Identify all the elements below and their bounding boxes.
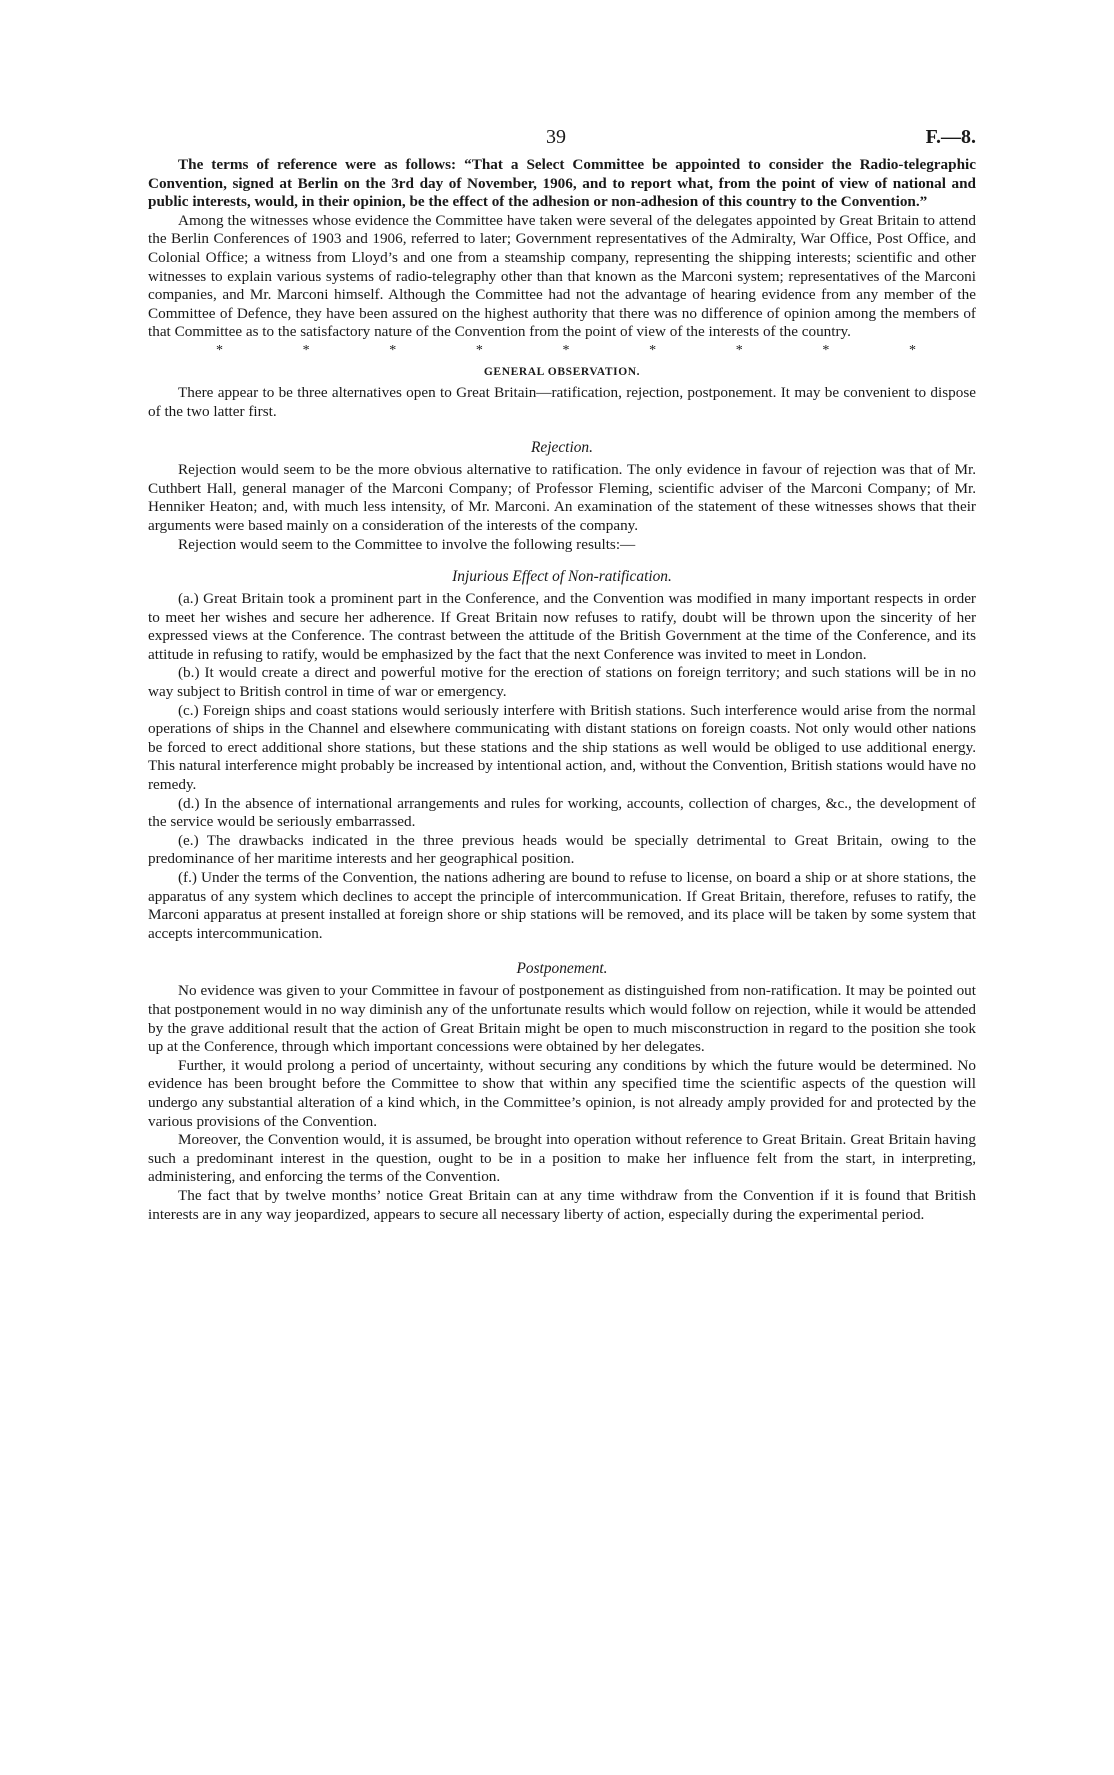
page-header <box>148 122 976 156</box>
witnesses-paragraph: Among the witnesses whose evidence the Committee have taken were several of the delegates appointed by Great Britain to attend the Berlin Conferences of 1903 and 1906, referred to later; Government representatives of the Admiralty, War Office, Post Office, and Colonial Office; a witness from Lloyd’s and one from a steamship company, representing the shipping interests; scientific and other witnesses to explain various systems of radio-telegraphy other than that known as the Marconi system; representatives of the Marconi companies, and Mr. Marconi himself. Although the Committee had not the advantage of hearing evidence from any member of the Committee of Defence, they have been assured on the highest authority that there was no difference of opinion among the members of that Committee as to the satisfactory nature of the Convention from the point of view of the interests of the country. <box>148 211 976 341</box>
asterisk: * <box>649 342 657 358</box>
rejection-heading: Rejection. <box>531 439 593 457</box>
postponement-paragraph: The fact that by twelve months’ notice Great Britain can at any time withdraw from the Convention if it is found that British interests are in any way jeopardized, appears to secure all necessary liberty of action, especially during the experimental period. <box>148 1186 976 1223</box>
asterisk-separator <box>148 343 976 359</box>
asterisk: * <box>735 342 743 358</box>
injurious-effect-heading: Injurious Effect of Non-ratification. <box>452 568 672 586</box>
asterisk: * <box>822 342 830 358</box>
asterisk: * <box>909 342 916 358</box>
rejection-paragraph: Rejection would seem to be the more obvious alternative to ratification. The only evidence in favour of rejection was that of Mr. Cuthbert Hall, general manager of the Marconi Company; of Professor Fleming, scientific adviser of the Marconi Company; of Mr. Henniker Heaton; and, with much less intensity, of Mr. Marconi. An examination of the statement of these witnesses shows that their arguments were based mainly on a consideration of the interests of the company. <box>148 461 976 534</box>
document-reference: F.—8. <box>925 126 976 148</box>
terms-of-reference-paragraph: The terms of reference were as follows: “That a Select Committee be appointed to consider the Radio-telegraphic Convention, signed at Berlin on the 3rd day of November, 1906, and to report what, from the point of view of national and public interests, would, in their opinion, be the effect of the adhesion or non-adhesion of this country to the Convention.” <box>148 156 976 211</box>
asterisk: * <box>216 342 223 358</box>
postponement-paragraph: Further, it would prolong a period of uncertainty, without securing any conditions by which the future would be determined. No evidence has been brought before the Committee to show that within any specified time the scientific aspects of the question will undergo any substantial alteration of a kind which, in the Committee’s opinion, is not already amply provided for and protected by the various provisions of the Convention. <box>148 1056 976 1130</box>
injurious-effect-item-b: (b.) It would create a direct and powerful motive for the erection of stations on foreign territory; and such stations will be in no way subject to British control in time of war or emergency. <box>148 664 976 701</box>
postponement-heading: Postponement. <box>516 960 608 978</box>
asterisk: * <box>389 342 397 358</box>
asterisk: * <box>475 342 483 358</box>
general-observation-heading: GENERAL OBSERVATION. <box>483 365 641 378</box>
postponement-paragraph: No evidence was given to your Committee in favour of postponement as distinguished from non-ratification. It may be pointed out that postponement would in no way diminish any of the unfortunate results which would follow on rejection, while it would be attended by the grave additional result that the action of Great Britain might be open to much misconstruction in regard to the position she took up at the Conference, through which important concessions were obtained by her delegates. <box>148 982 976 1056</box>
postponement-paragraph: Moreover, the Convention would, it is assumed, be brought into operation without reference to Great Britain. Great Britain having such a predominant interest in the question, ought to be in a position to make her influence felt from the start, in interpreting, administering, and enforcing the terms of the Convention. <box>148 1131 976 1186</box>
asterisk: * <box>302 342 310 358</box>
asterisk: * <box>562 342 570 358</box>
injurious-effect-item-f: (f.) Under the terms of the Convention, the nations adhering are bound to refuse to license, on board a ship or at shore stations, the apparatus of any system which declines to accept the principle of intercommunication. If Great Britain, therefore, refuses to ratify, the Marconi apparatus at present installed at foreign shore or ship stations will be removed, and its place will be taken by some system that accepts intercommunication. <box>148 869 976 942</box>
general-observation-paragraph: There appear to be three alternatives open to Great Britain—ratification, rejection, postponement. It may be convenient to dispose of the two latter first. <box>148 383 976 420</box>
injurious-effect-item-a: (a.) Great Britain took a prominent part in the Conference, and the Convention was modified in many important respects in order to meet her wishes and secure her adherence. If Great Britain now refuses to ratify, doubt will be thrown upon the sincerity of her expressed views at the Conference. The contrast between the attitude of the British Government at the time of the Conference, and its attitude in refusing to ratify, would be emphasized by the fact that the next Conference was invited to meet in London. <box>148 590 976 663</box>
document-page <box>148 122 976 1224</box>
injurious-effect-item-e: (e.) The drawbacks indicated in the three previous heads would be specially detrimental to Great Britain, owing to the predominance of her maritime interests and her geographical position. <box>148 831 976 868</box>
injurious-effect-item-d: (d.) In the absence of international arrangements and rules for working, accounts, collection of charges, &c., the development of the service would be seriously embarrassed. <box>148 794 976 831</box>
injurious-effect-item-c: (c.) Foreign ships and coast stations would seriously interfere with British stations. Such interference would arise from the normal operations of ships in the Channel and elsewhere communicating with distant stations on foreign coasts. Not only would other nations be forced to erect additional shore stations, but these stations and the ship stations as well would be obliged to use additional energy. This natural interference might probably be increased by intentional action, and, without the Convention, British stations would have no remedy. <box>148 701 976 794</box>
page-number: 39 <box>546 126 566 148</box>
rejection-paragraph: Rejection would seem to the Committee to involve the following results:— <box>178 535 636 553</box>
